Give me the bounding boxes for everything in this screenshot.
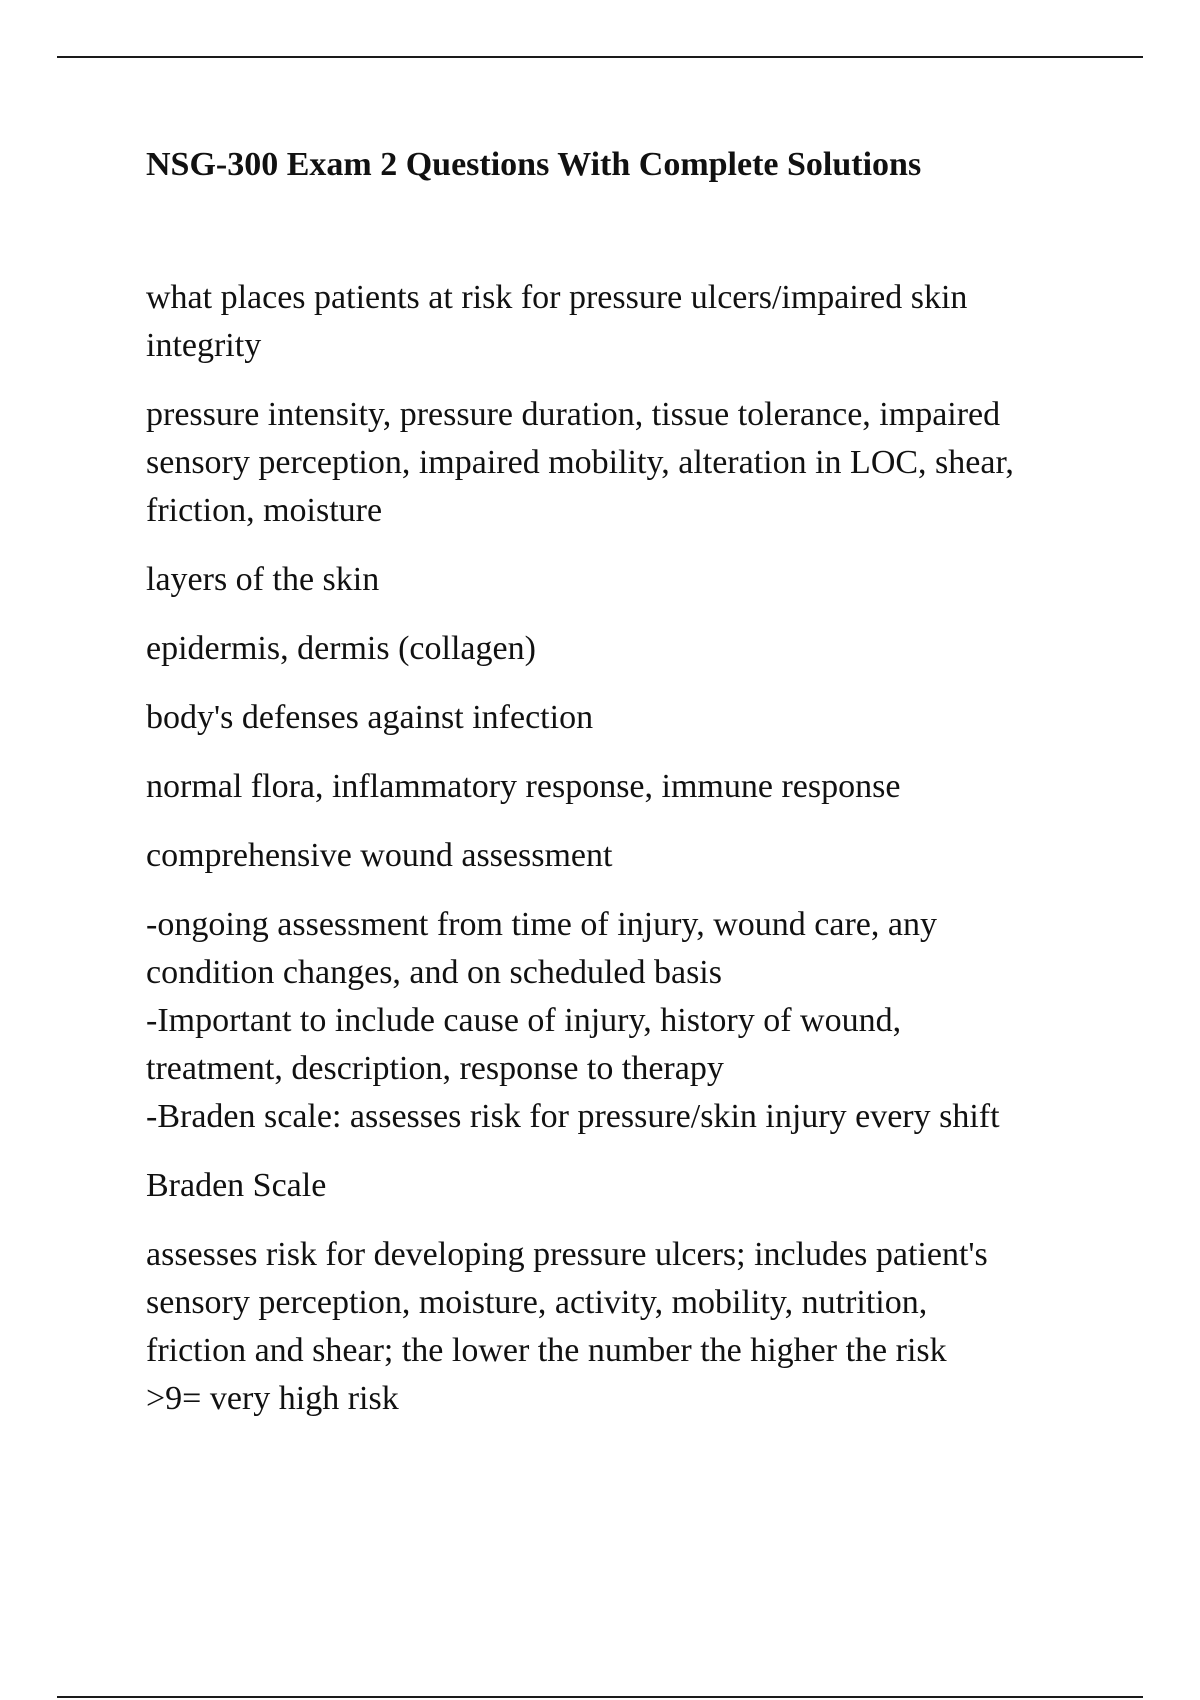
text-line: layers of the skin (146, 561, 380, 598)
text-line: pressure intensity, pressure duration, tissue tolerance, impaired (146, 396, 1001, 433)
text-line: -ongoing assessment from time of injury, wound care, any (146, 906, 937, 943)
text-line: condition changes, and on scheduled basis (146, 954, 722, 991)
document-body (146, 140, 1106, 1444)
text-line: sensory perception, impaired mobility, alteration in LOC, shear, (146, 444, 1014, 481)
text-line: -Important to include cause of injury, history of wound, (146, 1002, 902, 1039)
text-line: friction and shear; the lower the number the higher the risk (146, 1332, 947, 1369)
answer-skin-layers (146, 625, 1106, 673)
answer-pressure-ulcer-risk (146, 391, 1106, 535)
answer-infection-defenses (146, 763, 1106, 811)
text-line: treatment, description, response to therapy (146, 1050, 724, 1087)
question-infection-defenses (146, 694, 1106, 742)
text-line: body's defenses against infection (146, 699, 594, 736)
text-line: integrity (146, 327, 262, 364)
question-pressure-ulcer-risk (146, 274, 1106, 370)
text-line: Braden Scale (146, 1167, 327, 1204)
text-line: comprehensive wound assessment (146, 837, 613, 874)
text-line: what places patients at risk for pressure ulcers/impaired skin (146, 279, 968, 316)
text-line: assesses risk for developing pressure ulcers; includes patient's (146, 1236, 988, 1273)
text-line: sensory perception, moisture, activity, mobility, nutrition, (146, 1284, 928, 1321)
text-line: -Braden scale: assesses risk for pressure/skin injury every shift (146, 1098, 1000, 1135)
question-skin-layers (146, 556, 1106, 604)
answer-wound-assessment (146, 901, 1106, 1141)
bottom-divider (57, 1696, 1143, 1698)
question-braden-scale (146, 1162, 1106, 1210)
answer-braden-scale (146, 1231, 1106, 1423)
top-divider (57, 56, 1143, 58)
text-line: >9= very high risk (146, 1380, 399, 1417)
text-line: normal flora, inflammatory response, immune response (146, 768, 901, 805)
text-line: epidermis, dermis (collagen) (146, 630, 536, 667)
document-title: NSG-300 Exam 2 Questions With Complete Solutions (146, 146, 922, 183)
question-wound-assessment (146, 832, 1106, 880)
text-line: friction, moisture (146, 492, 383, 529)
